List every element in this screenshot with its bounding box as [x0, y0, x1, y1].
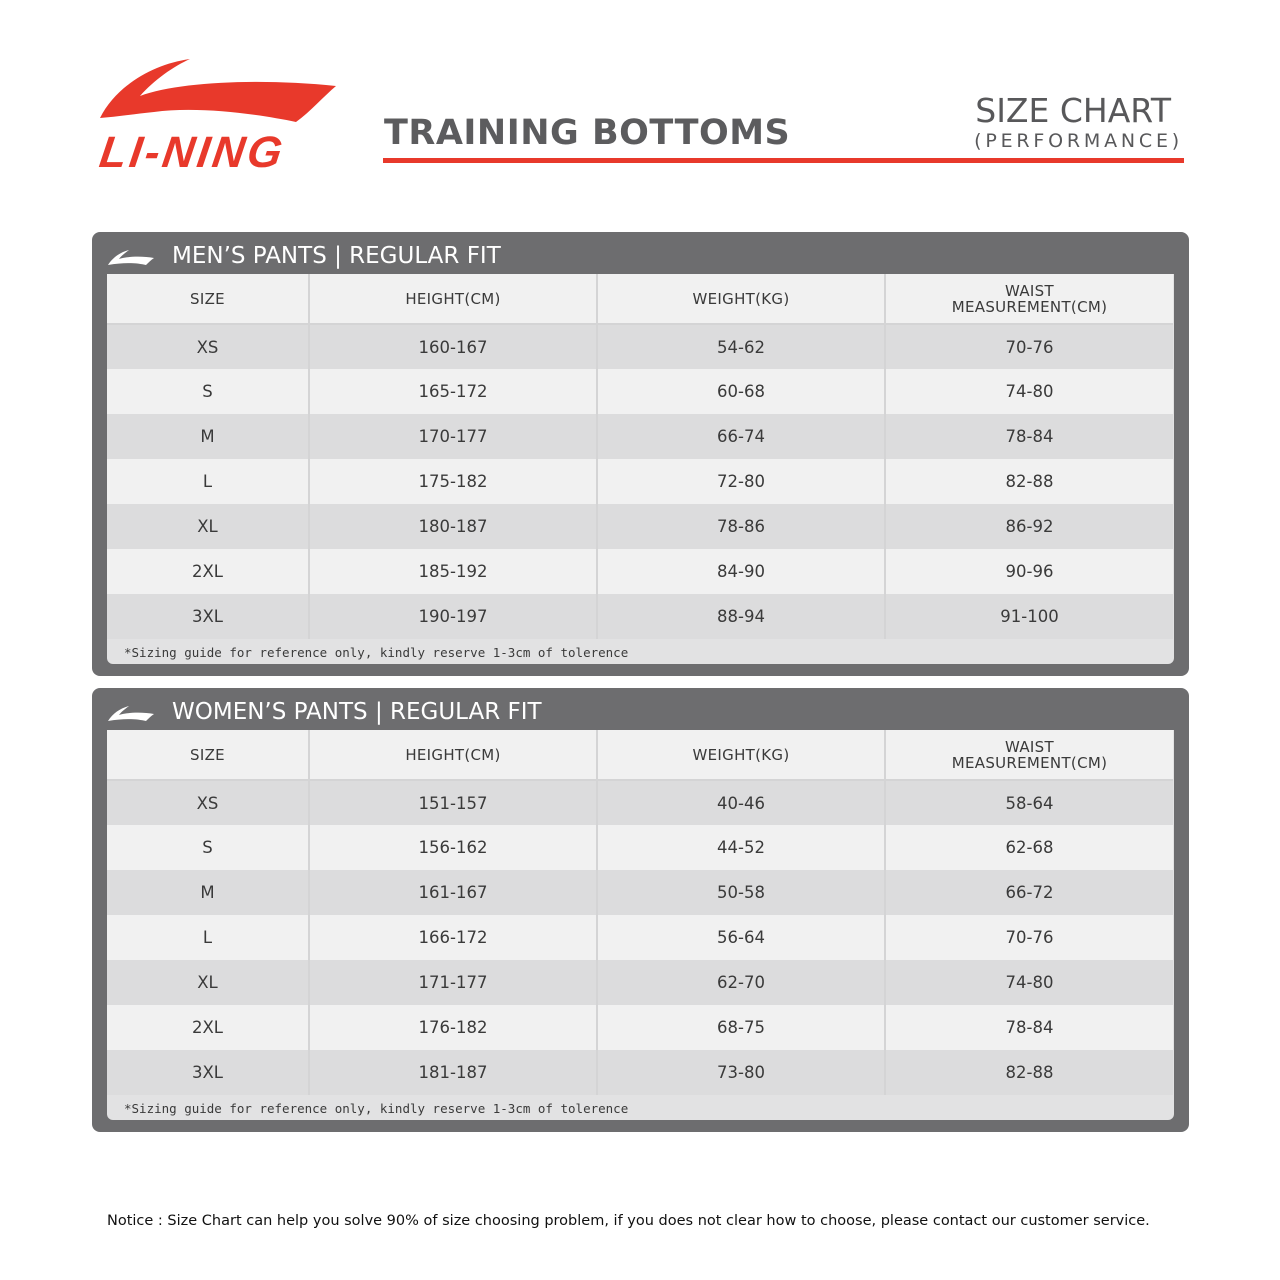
height-cell: 171-177: [309, 960, 597, 1005]
waist-cell: 66-72: [885, 870, 1173, 915]
product-title: TRAINING BOTTOMS: [384, 113, 791, 153]
height-cell: 181-187: [309, 1050, 597, 1095]
table-row: [107, 780, 1173, 825]
women-size-panel: [92, 688, 1189, 1132]
table-header-row: [107, 274, 1173, 324]
height-cell: 176-182: [309, 1005, 597, 1050]
waist-cell: 70-76: [885, 324, 1173, 369]
height-cell: 166-172: [309, 915, 597, 960]
waist-header-line1: WAIST: [1005, 737, 1054, 756]
table-row: [107, 915, 1173, 960]
men-sizing-note: *Sizing guide for reference only, kindly reserve 1-3cm of tolerence: [124, 645, 629, 660]
men-size-panel: [92, 232, 1189, 676]
waist-cell: 90-96: [885, 549, 1173, 594]
height-cell: 180-187: [309, 504, 597, 549]
table-row: [107, 825, 1173, 870]
brand-logo: [98, 56, 342, 176]
table-row: [107, 870, 1173, 915]
women-table-body: [107, 730, 1174, 1120]
waist-cell: 82-88: [885, 459, 1173, 504]
table-header-row: [107, 730, 1173, 780]
waist-cell: 62-68: [885, 825, 1173, 870]
weight-cell: 78-86: [597, 504, 885, 549]
size-cell: M: [107, 870, 309, 915]
height-cell: 185-192: [309, 549, 597, 594]
size-chart-subtitle: (PERFORMANCE): [974, 130, 1183, 152]
table-row: [107, 459, 1173, 504]
size-cell: L: [107, 915, 309, 960]
weight-cell: 73-80: [597, 1050, 885, 1095]
height-cell: 165-172: [309, 369, 597, 414]
table-row: [107, 369, 1173, 414]
waist-cell: 74-80: [885, 960, 1173, 1005]
size-cell: 3XL: [107, 594, 309, 639]
waist-header-line2: MEASUREMENT(CM): [951, 753, 1108, 772]
height-cell: 161-167: [309, 870, 597, 915]
header-divider: [383, 158, 1184, 163]
table-row: [107, 960, 1173, 1005]
size-cell: XL: [107, 960, 309, 1005]
size-cell: XS: [107, 324, 309, 369]
height-cell: 190-197: [309, 594, 597, 639]
weight-cell: 54-62: [597, 324, 885, 369]
table-row: [107, 549, 1173, 594]
column-header-weight: WEIGHT(KG): [597, 274, 885, 324]
size-cell: XS: [107, 780, 309, 825]
table-row: [107, 1050, 1173, 1095]
weight-cell: 66-74: [597, 414, 885, 459]
waist-header-line1: WAIST: [1005, 281, 1054, 300]
li-ning-swoosh-logo: [98, 56, 342, 126]
men-panel-title: MEN’S PANTS | REGULAR FIT: [172, 243, 501, 269]
column-header-weight: WEIGHT(KG): [597, 730, 885, 780]
weight-cell: 60-68: [597, 369, 885, 414]
women-panel-title: WOMEN’S PANTS | REGULAR FIT: [172, 699, 542, 725]
men-table-body: [107, 274, 1174, 664]
weight-cell: 84-90: [597, 549, 885, 594]
weight-cell: 62-70: [597, 960, 885, 1005]
size-cell: M: [107, 414, 309, 459]
column-header-waist: [885, 730, 1173, 780]
size-chart-title: SIZE CHART: [975, 91, 1171, 130]
women-sizing-note: *Sizing guide for reference only, kindly reserve 1-3cm of tolerence: [124, 1101, 629, 1116]
men-size-table: [107, 274, 1173, 639]
footer-notice: Notice : Size Chart can help you solve 90% of size choosing problem, if you does not clear how to choose, please contact our customer service.: [107, 1213, 1150, 1229]
weight-cell: 40-46: [597, 780, 885, 825]
size-cell: 2XL: [107, 1005, 309, 1050]
size-cell: 2XL: [107, 549, 309, 594]
table-row: [107, 504, 1173, 549]
li-ning-swoosh-icon: [107, 249, 155, 267]
weight-cell: 72-80: [597, 459, 885, 504]
table-row: [107, 1005, 1173, 1050]
waist-cell: 70-76: [885, 915, 1173, 960]
column-header-size: SIZE: [107, 274, 309, 324]
table-row: [107, 324, 1173, 369]
women-size-table: [107, 730, 1173, 1095]
height-cell: 151-157: [309, 780, 597, 825]
waist-header-line2: MEASUREMENT(CM): [951, 297, 1108, 316]
waist-cell: 78-84: [885, 414, 1173, 459]
height-cell: 175-182: [309, 459, 597, 504]
size-cell: XL: [107, 504, 309, 549]
weight-cell: 50-58: [597, 870, 885, 915]
column-header-size: SIZE: [107, 730, 309, 780]
li-ning-swoosh-icon: [107, 705, 155, 723]
height-cell: 156-162: [309, 825, 597, 870]
table-row: [107, 414, 1173, 459]
brand-wordmark: LI-NING: [96, 128, 289, 177]
size-cell: S: [107, 369, 309, 414]
waist-cell: 91-100: [885, 594, 1173, 639]
column-header-waist: [885, 274, 1173, 324]
size-cell: S: [107, 825, 309, 870]
height-cell: 160-167: [309, 324, 597, 369]
column-header-height: HEIGHT(CM): [309, 730, 597, 780]
weight-cell: 68-75: [597, 1005, 885, 1050]
weight-cell: 44-52: [597, 825, 885, 870]
waist-cell: 74-80: [885, 369, 1173, 414]
weight-cell: 88-94: [597, 594, 885, 639]
size-cell: 3XL: [107, 1050, 309, 1095]
size-cell: L: [107, 459, 309, 504]
waist-cell: 82-88: [885, 1050, 1173, 1095]
height-cell: 170-177: [309, 414, 597, 459]
column-header-height: HEIGHT(CM): [309, 274, 597, 324]
waist-cell: 58-64: [885, 780, 1173, 825]
waist-cell: 78-84: [885, 1005, 1173, 1050]
table-row: [107, 594, 1173, 639]
weight-cell: 56-64: [597, 915, 885, 960]
waist-cell: 86-92: [885, 504, 1173, 549]
